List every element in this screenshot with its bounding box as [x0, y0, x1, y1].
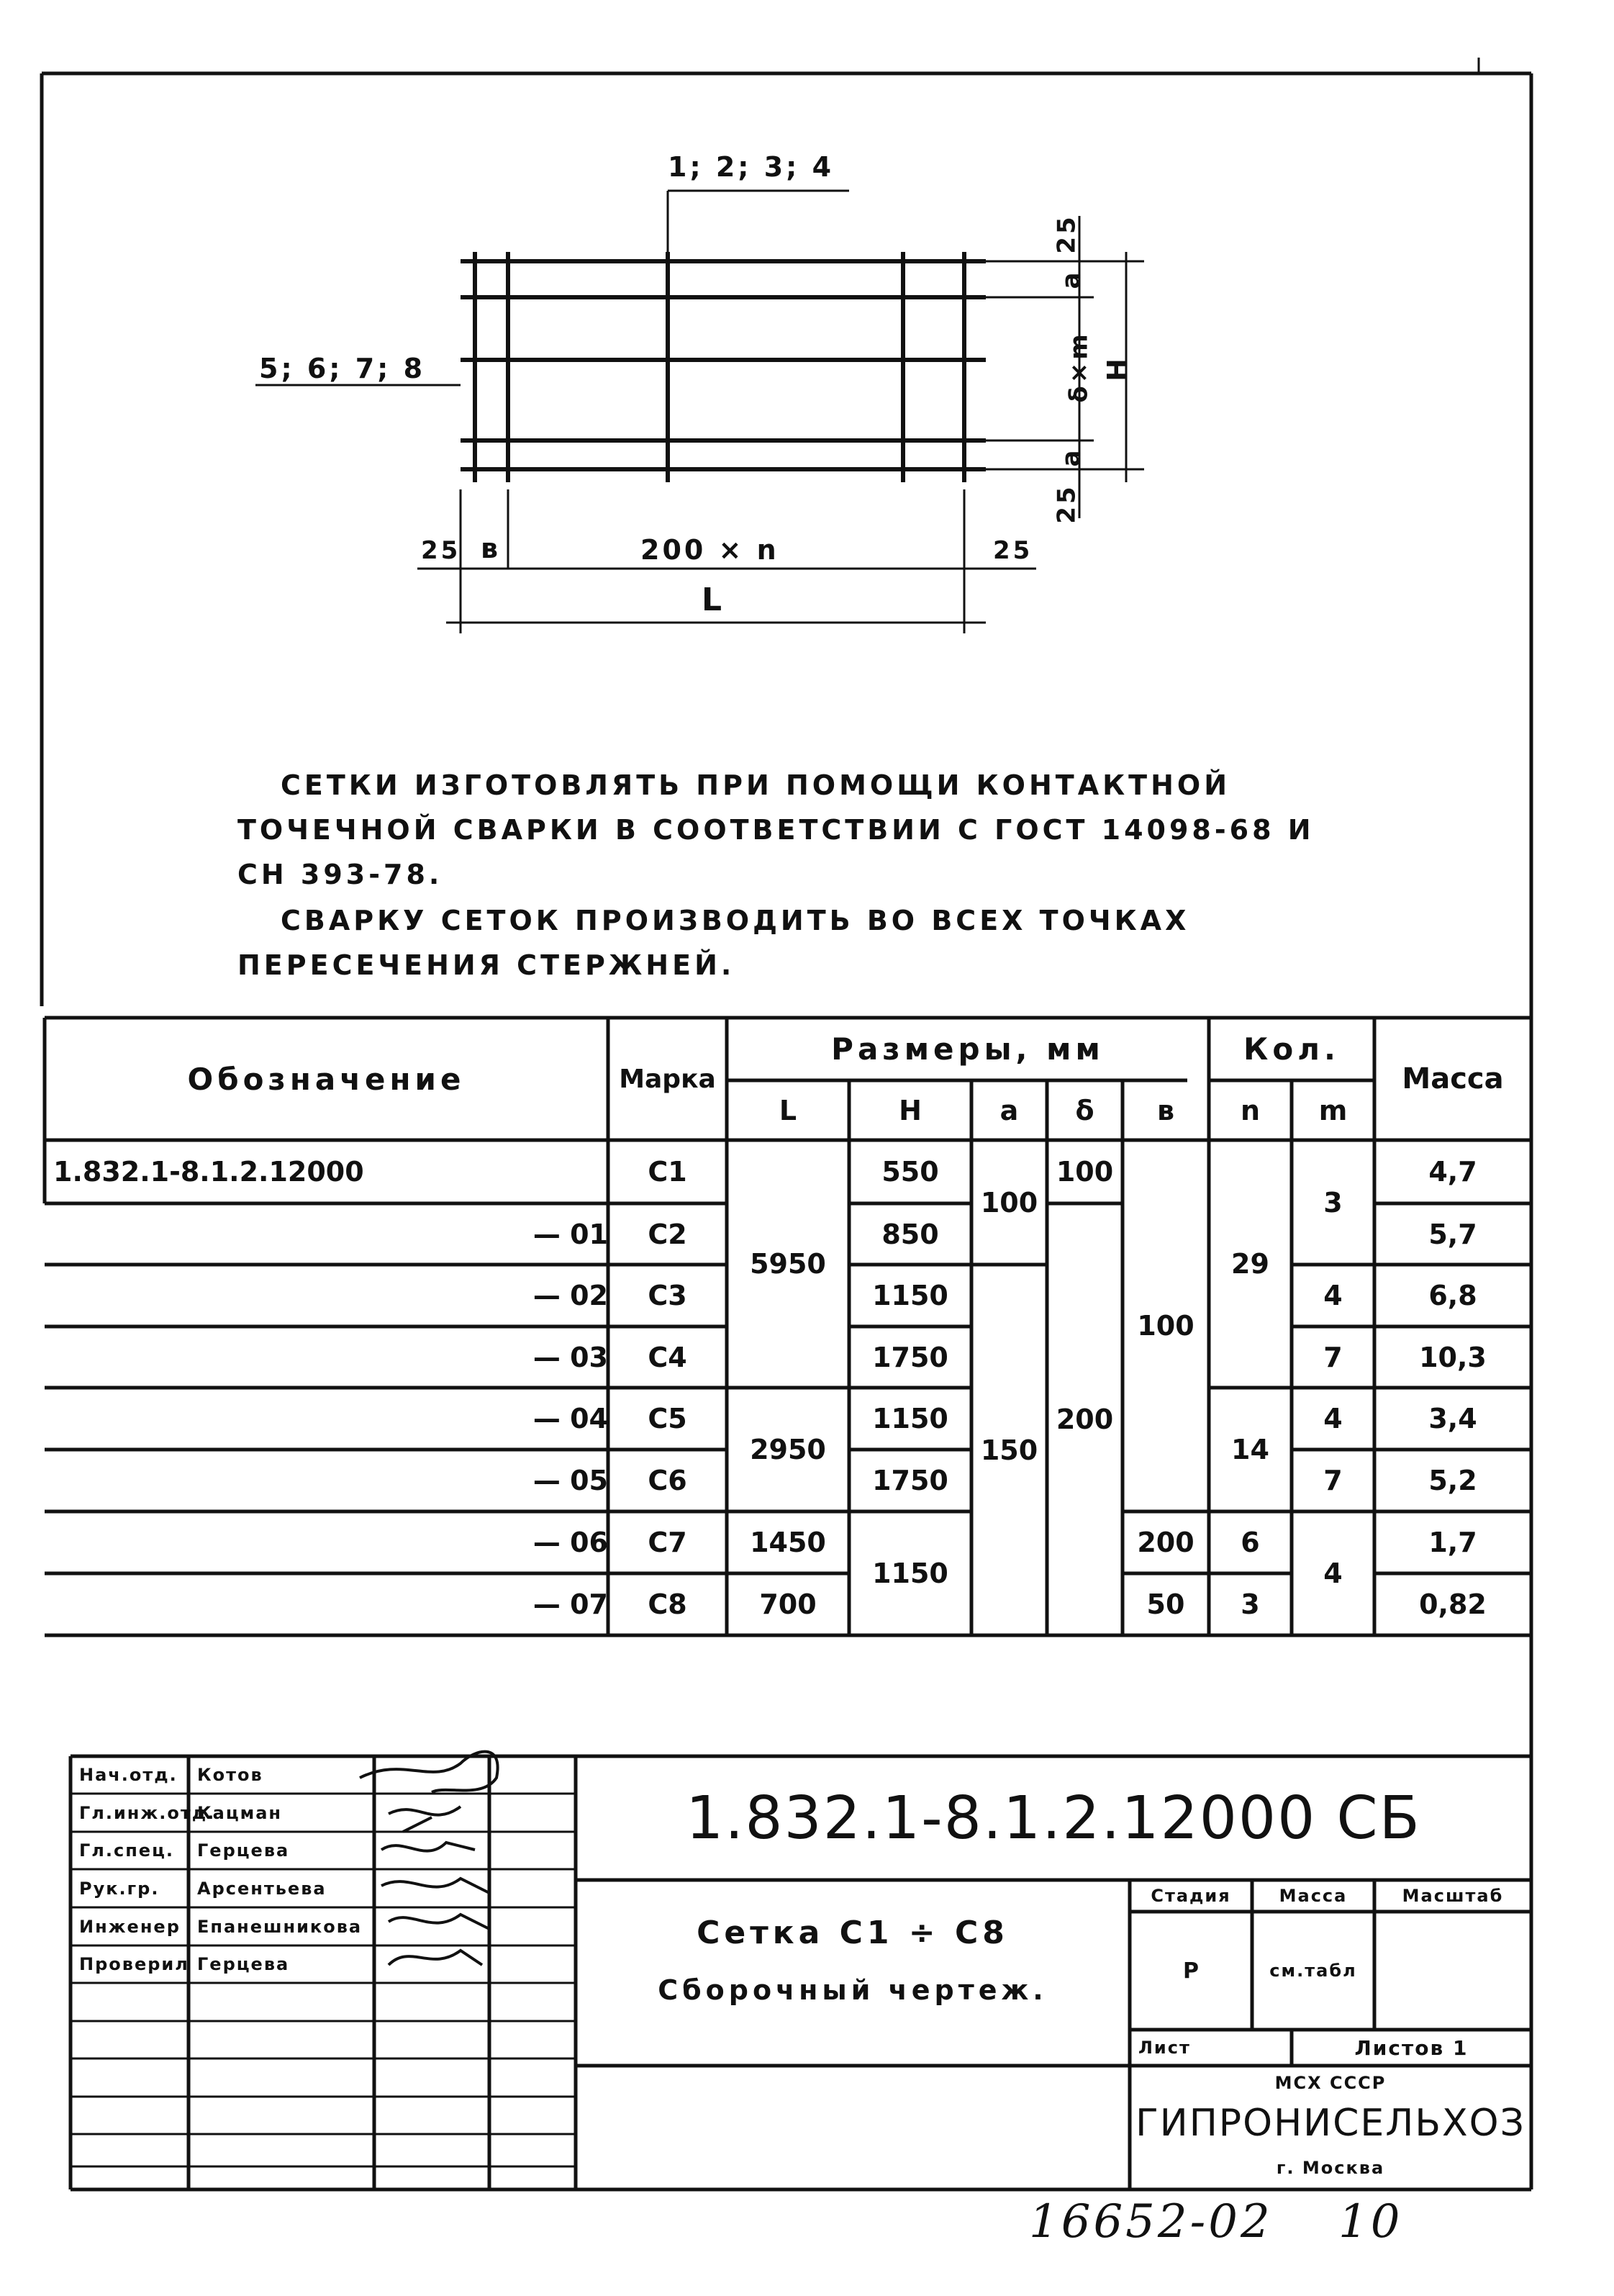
role-label: Рук.гр. [79, 1878, 160, 1899]
b-cell: 200 [1056, 1404, 1114, 1435]
dim-25-left: 25 [421, 536, 461, 565]
ministry-label: МСХ СССР [1274, 2073, 1387, 2093]
designation-suffix: — 06 [532, 1527, 608, 1558]
n-cell: 3 [1241, 1588, 1260, 1620]
mark-cell: С5 [648, 1403, 687, 1434]
dim-a-bottom: a [1056, 447, 1086, 467]
H-cell: 1150 [872, 1280, 948, 1311]
role-label: Гл.инж.отд. [79, 1802, 216, 1823]
signatures [360, 1752, 498, 1965]
dim-bm: δ×m [1064, 331, 1094, 403]
stage-label: Стадия [1151, 1886, 1231, 1906]
callout-top: 1; 2; 3; 4 [668, 151, 835, 183]
col-n-header: n [1240, 1094, 1261, 1126]
m-cell: 7 [1323, 1465, 1343, 1496]
H-cell: 850 [881, 1218, 939, 1250]
stage-value: Р [1183, 1958, 1199, 1984]
mark-cell: С4 [648, 1341, 687, 1373]
col-b-header: δ [1075, 1094, 1094, 1126]
designation-suffix: — 04 [532, 1403, 608, 1434]
H-cell: 1150 [872, 1403, 948, 1434]
n-cell: 6 [1241, 1527, 1260, 1558]
archive-number: 16652-02 [1029, 2195, 1273, 2248]
role-label: Проверил [79, 1954, 189, 1974]
document-title: Сетка С1 ÷ С8 [697, 1914, 1009, 1951]
mass-cell: 10,3 [1419, 1341, 1487, 1373]
H-cell: 550 [881, 1156, 939, 1188]
v-cell: 200 [1137, 1527, 1194, 1558]
designation-suffix: — 02 [532, 1280, 608, 1311]
m-cell: 4 [1323, 1280, 1343, 1311]
col-v-header: в [1156, 1094, 1175, 1126]
page-number: 10 [1338, 2195, 1403, 2248]
mass-cell: 3,4 [1428, 1403, 1477, 1434]
dim-b: в [481, 533, 502, 564]
dim-25-right: 25 [993, 536, 1033, 565]
m-cell: 4 [1323, 1403, 1343, 1434]
organization-name: ГИПРОНИСЕЛЬХОЗ [1135, 2102, 1525, 2145]
col-mark-header: Марка [619, 1064, 716, 1094]
designation-suffix: — 05 [532, 1465, 608, 1496]
role-label: Гл.спец. [79, 1840, 174, 1861]
H-cell: 1150 [872, 1558, 948, 1589]
mass-value: см.табл [1269, 1961, 1357, 1981]
mark-cell: С2 [648, 1218, 687, 1250]
L-cell: 700 [759, 1588, 817, 1620]
mass-label: Масса [1279, 1886, 1348, 1906]
dim-25-top: 25 [1052, 214, 1082, 254]
m-cell: 7 [1323, 1341, 1343, 1373]
col-H-header: H [899, 1094, 922, 1126]
col-designation-header: Обозначение [187, 1061, 466, 1097]
dim-200n: 200 × n [640, 534, 779, 566]
L-cell: 1450 [750, 1527, 826, 1558]
dim-a-top: a [1056, 269, 1086, 289]
a-cell: 100 [980, 1186, 1038, 1219]
mass-cell: 0,82 [1419, 1588, 1487, 1620]
L-cell: 2950 [750, 1434, 826, 1465]
mark-cell: С1 [648, 1156, 687, 1188]
person-name: Котов [197, 1765, 263, 1785]
document-code: 1.832.1-8.1.2.12000 СБ [686, 1784, 1421, 1853]
note-welding-points: СВАРКУ СЕТОК ПРОИЗВОДИТЬ ВО ВСЕХ ТОЧКАХ ПЕРЕСЕЧЕНИЯ СТЕРЖНЕЙ. [237, 905, 1190, 981]
v-cell: 50 [1146, 1588, 1185, 1620]
a-cell: 150 [980, 1434, 1038, 1466]
person-name: Епанешникова [197, 1916, 363, 1937]
city-label: г. Москва [1276, 2158, 1385, 2178]
person-name: Арсентьева [197, 1878, 327, 1899]
designation-suffix: — 07 [532, 1588, 608, 1620]
callout-left: 5; 6; 7; 8 [259, 353, 426, 384]
m-cell: 3 [1323, 1186, 1343, 1219]
dim-H: H [1101, 356, 1133, 381]
mark-cell: С7 [648, 1527, 687, 1558]
col-a-header: a [999, 1094, 1019, 1126]
designation-suffix: — 01 [532, 1218, 608, 1250]
mark-cell: С3 [648, 1280, 687, 1311]
L-cell: 5950 [750, 1248, 826, 1280]
m-cell: 4 [1323, 1558, 1343, 1589]
col-sizes-header: Размеры, мм [831, 1031, 1105, 1067]
scale-label: Масштаб [1402, 1886, 1504, 1906]
col-L-header: L [779, 1094, 797, 1126]
mass-cell: 1,7 [1428, 1527, 1477, 1558]
role-label: Нач.отд. [79, 1765, 178, 1785]
mass-cell: 5,2 [1428, 1465, 1477, 1496]
col-qty-header: Кол. [1243, 1031, 1340, 1067]
mark-cell: С6 [648, 1465, 687, 1496]
designation-suffix: — 03 [532, 1341, 608, 1373]
person-name: Герцева [197, 1954, 290, 1974]
col-m-header: m [1318, 1094, 1348, 1126]
mass-cell: 4,7 [1428, 1156, 1477, 1188]
sheet-label: Лист [1138, 2038, 1191, 2058]
n-cell: 29 [1231, 1248, 1269, 1280]
mass-cell: 5,7 [1428, 1218, 1477, 1250]
b-cell: 100 [1056, 1156, 1114, 1188]
n-cell: 14 [1231, 1434, 1269, 1465]
col-mass-header: Масса [1402, 1062, 1504, 1095]
v-cell: 100 [1137, 1310, 1194, 1342]
note-welding-method: СЕТКИ ИЗГОТОВЛЯТЬ ПРИ ПОМОЩИ КОНТАКТНОЙ ТОЧЕЧНОЙ СВАРКИ В СООТВЕТСТВИИ С ГОСТ 14098-68 И СН 393-78. [237, 769, 1315, 890]
H-cell: 1750 [872, 1341, 948, 1373]
person-name: Герцева [197, 1840, 290, 1861]
person-name: Кацман [197, 1802, 282, 1823]
mass-cell: 6,8 [1428, 1280, 1477, 1311]
role-label: Инженер [79, 1916, 181, 1937]
designation-base: 1.832.1-8.1.2.12000 [53, 1156, 364, 1188]
sheets-count: Листов 1 [1354, 2035, 1469, 2060]
mark-cell: С8 [648, 1588, 687, 1620]
H-cell: 1750 [872, 1465, 948, 1496]
dim-25-bottom: 25 [1052, 484, 1082, 524]
document-subtitle: Сборочный чертеж. [658, 1974, 1048, 2006]
mesh-drawing [461, 252, 986, 482]
dim-L: L [702, 582, 725, 618]
